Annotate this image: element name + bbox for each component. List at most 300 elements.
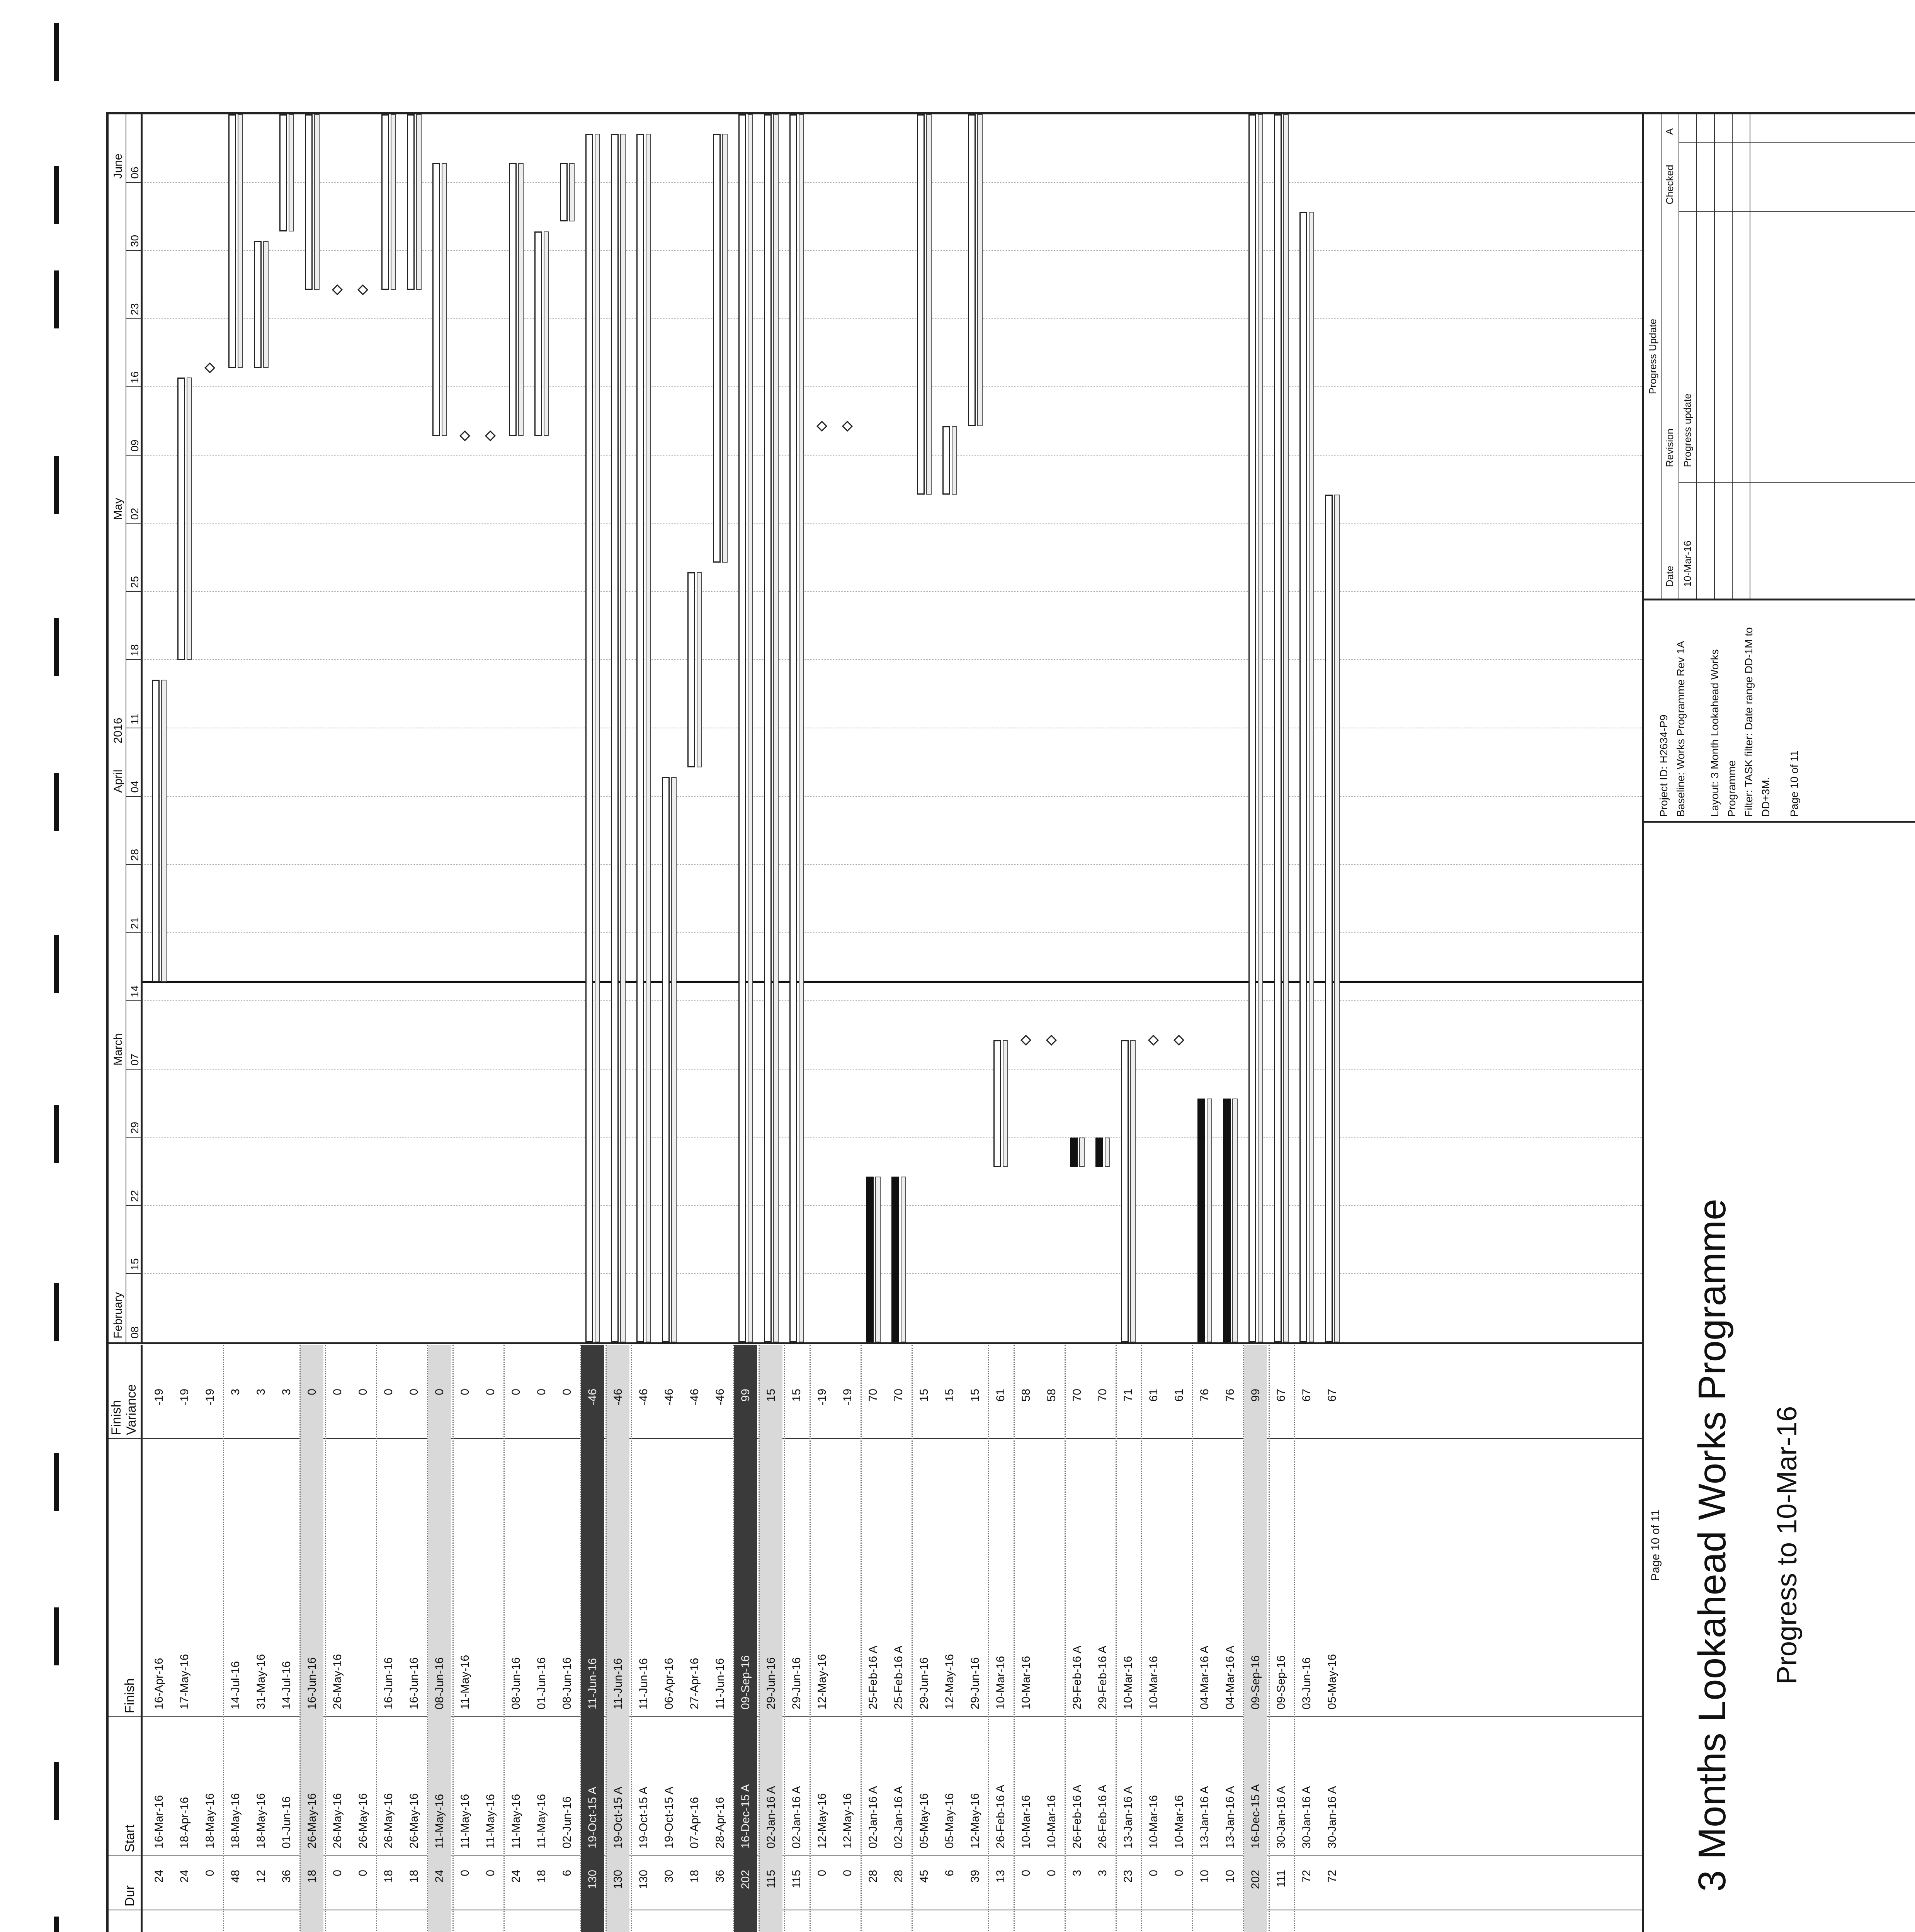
activity-duration: 72: [1300, 1870, 1313, 1883]
activity-bar: [305, 114, 313, 290]
grid-line: [143, 1137, 1642, 1138]
row-separator: [861, 1345, 862, 1932]
activity-start: 10-Mar-16: [1045, 1795, 1058, 1849]
activity-variance: 3: [229, 1389, 242, 1395]
row-separator: [325, 1345, 327, 1932]
activity-duration: 18: [382, 1870, 395, 1883]
table-row: [581, 1345, 604, 1932]
table-row: [938, 1345, 961, 1932]
grid-line: [143, 386, 1642, 387]
activity-finish: 06-Apr-16: [663, 1658, 675, 1709]
activity-variance: 67: [1326, 1389, 1338, 1402]
activity-duration: 13: [994, 1870, 1007, 1883]
milestone-marker: [1173, 1035, 1184, 1046]
activity-start: 11-May-16: [484, 1794, 497, 1849]
activity-duration: 23: [1122, 1870, 1134, 1883]
activity-duration: 0: [1020, 1870, 1032, 1876]
row-separator: [1014, 1345, 1015, 1932]
activity-variance: -46: [714, 1389, 726, 1406]
activity-duration: 115: [790, 1870, 803, 1888]
activity-finish: 27-Apr-16: [688, 1658, 701, 1709]
table-row: [1320, 1345, 1344, 1932]
activity-variance: 3: [255, 1389, 267, 1395]
activity-bar: [381, 114, 389, 290]
activity-finish: 12-May-16: [816, 1654, 828, 1709]
activity-bar: [152, 680, 160, 982]
grid-line: [143, 659, 1642, 660]
baseline-bar: [875, 1177, 881, 1342]
activity-finish: 25-Feb-16 A: [867, 1645, 879, 1709]
week-divider: [126, 659, 143, 660]
milestone-marker: [1148, 1035, 1159, 1046]
week-label: 29: [129, 1122, 141, 1134]
table-row: [1014, 1345, 1037, 1932]
activity-finish: 31-May-16: [255, 1654, 267, 1709]
table-row: [351, 1345, 374, 1932]
activity-bar: [662, 777, 670, 1342]
activity-duration: 48: [229, 1870, 242, 1883]
activity-duration: 0: [484, 1870, 497, 1876]
activity-duration: 3: [1096, 1870, 1109, 1876]
grid-line: [143, 182, 1642, 183]
activity-start: 11-May-16: [510, 1794, 522, 1849]
baseline-bar: [722, 134, 728, 563]
activity-variance: -46: [637, 1389, 650, 1406]
week-divider: [126, 864, 143, 865]
activity-variance: -19: [204, 1389, 216, 1406]
baseline-bar: [391, 114, 396, 290]
grid-line: [143, 796, 1642, 797]
baseline-bar: [671, 777, 677, 1342]
table-row: [606, 1345, 629, 1932]
activity-finish: 29-Jun-16: [918, 1657, 930, 1709]
activity-finish: 10-Mar-16: [1147, 1656, 1160, 1709]
activity-duration: 0: [841, 1870, 854, 1876]
activity-variance: 70: [1096, 1389, 1109, 1402]
activity-start: 02-Jan-16 A: [867, 1786, 879, 1849]
activity-duration: 130: [586, 1870, 599, 1889]
table-row: [963, 1345, 986, 1932]
activity-finish: 03-Jun-16: [1300, 1657, 1313, 1709]
activity-variance: -46: [688, 1389, 701, 1406]
activity-duration: 130: [612, 1870, 624, 1889]
scan-edge-mark: [54, 1105, 59, 1163]
activity-bar: [432, 163, 440, 436]
activity-finish: 08-Jun-16: [433, 1657, 446, 1709]
activity-finish: 16-Jun-16: [408, 1657, 420, 1709]
activity-finish: 08-Jun-16: [510, 1657, 522, 1709]
table-row: [530, 1345, 553, 1932]
table-row: [555, 1345, 578, 1932]
activity-start: 26-May-16: [306, 1793, 318, 1849]
milestone-marker: [1046, 1035, 1057, 1046]
activity-start: 13-Jan-16 A: [1224, 1786, 1236, 1849]
activity-bar: [585, 134, 593, 1342]
activity-duration: 39: [969, 1870, 981, 1883]
week-label: 28: [129, 849, 141, 861]
activity-finish: 29-Jun-16: [765, 1657, 777, 1709]
activity-variance: 70: [892, 1389, 905, 1402]
activity-variance: 58: [1020, 1389, 1032, 1402]
activity-finish: 11-Jun-16: [586, 1658, 599, 1709]
baseline-bar: [161, 680, 167, 982]
milestone-marker: [332, 284, 343, 295]
baseline-bar: [1105, 1138, 1110, 1167]
week-label: 23: [129, 303, 141, 315]
baseline-bar: [314, 114, 320, 290]
title-block: [1644, 821, 1915, 1932]
scan-edge-mark: [54, 1607, 59, 1665]
activity-finish: 25-Feb-16 A: [892, 1645, 905, 1709]
baseline-bar: [1309, 212, 1314, 1342]
baseline-bar: [620, 134, 626, 1342]
activity-start: 18-May-16: [255, 1793, 267, 1849]
activity-finish: 14-Jul-16: [229, 1661, 242, 1709]
activity-finish: 11-May-16: [459, 1655, 471, 1709]
activity-duration: 10: [1198, 1870, 1211, 1883]
activity-finish: 29-Feb-16 A: [1071, 1645, 1083, 1709]
week-label: 06: [129, 167, 141, 179]
activity-duration: 24: [510, 1870, 522, 1883]
row-separator: [1065, 1345, 1066, 1932]
table-row: [1244, 1345, 1267, 1932]
row-separator: [912, 1345, 913, 1932]
activity-variance: -19: [841, 1389, 854, 1406]
activity-bar: [1095, 1138, 1103, 1167]
revision-col-date: Date: [1664, 566, 1675, 587]
week-label: 16: [129, 371, 141, 384]
activity-start: 30-Jan-16 A: [1326, 1786, 1338, 1849]
baseline-info: Baseline: Works Programme Rev 1A: [1675, 641, 1687, 817]
activity-start: 26-May-16: [408, 1793, 420, 1849]
baseline-bar: [1283, 114, 1289, 1342]
activity-duration: 6: [943, 1870, 956, 1876]
table-row: [326, 1345, 349, 1932]
table-row: [1142, 1345, 1165, 1932]
activity-start: 12-May-16: [841, 1793, 854, 1849]
activity-bar: [713, 134, 721, 563]
activity-start: 26-May-16: [331, 1793, 344, 1849]
week-divider: [126, 1137, 143, 1138]
week-label: 11: [129, 713, 141, 724]
activity-start: 19-Oct-15 A: [586, 1786, 599, 1849]
row-separator: [223, 1345, 225, 1932]
week-divider: [126, 796, 143, 797]
activity-duration: 36: [714, 1870, 726, 1883]
week-label: 21: [129, 917, 141, 929]
activity-variance: -19: [178, 1389, 191, 1406]
activity-bar: [789, 114, 797, 1342]
activity-duration: 0: [459, 1870, 471, 1876]
activity-duration: 24: [178, 1870, 191, 1883]
activity-duration: 0: [1173, 1870, 1185, 1876]
activity-finish: 11-Jun-16: [637, 1658, 650, 1709]
page-info: Page 10 of 11: [1788, 750, 1800, 817]
activity-variance: 76: [1198, 1389, 1211, 1402]
activity-bar: [534, 231, 542, 436]
activity-duration: 0: [1045, 1870, 1058, 1876]
milestone-marker: [204, 362, 215, 373]
activity-bar: [1299, 212, 1307, 1342]
row-separator: [733, 1345, 735, 1932]
col-header-finish: Finish: [109, 1439, 143, 1717]
activity-bar: [611, 134, 619, 1342]
week-label: 15: [129, 1258, 141, 1270]
scan-edge-mark: [54, 935, 59, 993]
timeline-months: [109, 114, 126, 1342]
table-row: [1116, 1345, 1139, 1932]
milestone-marker: [816, 421, 827, 432]
activity-start: 11-May-16: [535, 1794, 548, 1849]
table-row: [734, 1345, 757, 1932]
baseline-bar: [901, 1177, 906, 1342]
activity-duration: 24: [153, 1870, 165, 1883]
baseline-bar: [1130, 1040, 1136, 1342]
scan-edge-mark: [54, 773, 59, 831]
baseline-bar: [646, 134, 651, 1342]
activity-duration: 18: [408, 1870, 420, 1883]
activity-finish: 01-Jun-16: [535, 1657, 548, 1709]
table-row: [1091, 1345, 1114, 1932]
week-divider: [126, 182, 143, 183]
activity-bar: [1248, 114, 1256, 1342]
baseline-bar: [977, 114, 983, 426]
activity-finish: 11-Jun-16: [714, 1658, 726, 1709]
baseline-bar: [697, 572, 702, 767]
activity-variance: 15: [918, 1389, 930, 1402]
activity-variance: 0: [561, 1389, 573, 1395]
activity-start: 02-Jun-16: [561, 1796, 573, 1849]
baseline-bar: [569, 163, 575, 221]
activity-duration: 36: [280, 1870, 293, 1883]
week-divider: [126, 386, 143, 387]
table-row: [224, 1345, 247, 1932]
table-row: [453, 1345, 476, 1932]
activity-variance: 0: [306, 1389, 318, 1395]
activity-finish: 10-Mar-16: [1122, 1656, 1134, 1709]
activity-table: [109, 1342, 1642, 1932]
week-label: 25: [129, 576, 141, 588]
activity-bar: [1325, 495, 1333, 1342]
activity-start: 18-Apr-16: [178, 1797, 191, 1849]
col-header-variance: Finish Variance: [109, 1345, 143, 1439]
week-divider: [126, 1000, 143, 1001]
activity-finish: 09-Sep-16: [1275, 1655, 1287, 1709]
activity-variance: 0: [510, 1389, 522, 1395]
activity-variance: 58: [1045, 1389, 1058, 1402]
activity-finish: 09-Sep-16: [739, 1655, 752, 1709]
activity-variance: 0: [331, 1389, 344, 1395]
row-separator: [759, 1345, 760, 1932]
activity-start: 26-Feb-16 A: [1096, 1784, 1109, 1849]
activity-bar: [177, 378, 185, 660]
scan-edge-mark: [54, 1283, 59, 1341]
milestone-marker: [485, 430, 496, 441]
activity-variance: -46: [663, 1389, 675, 1406]
scan-edge-mark: [54, 618, 59, 676]
table-row: [989, 1345, 1012, 1932]
activity-duration: 6: [561, 1870, 573, 1876]
activity-duration: 0: [1147, 1870, 1160, 1876]
revision-header: Progress Update: [1647, 318, 1658, 395]
scan-edge-mark: [54, 456, 59, 514]
row-separator: [810, 1345, 811, 1932]
activity-bar: [636, 134, 644, 1342]
activity-duration: 18: [306, 1870, 318, 1883]
table-row: [504, 1345, 527, 1932]
month-label: June: [112, 153, 124, 179]
week-label: 02: [129, 508, 141, 520]
activity-finish: 26-May-16: [331, 1654, 344, 1709]
activity-start: 13-Jan-16 A: [1122, 1786, 1134, 1849]
activity-start: 19-Oct-15 A: [612, 1786, 624, 1849]
activity-start: 26-May-16: [382, 1793, 395, 1849]
activity-variance: 0: [382, 1389, 395, 1395]
week-divider: [126, 455, 143, 456]
activity-start: 10-Mar-16: [1020, 1795, 1032, 1849]
scan-edge-mark: [54, 1917, 59, 1932]
baseline-bar: [187, 378, 192, 660]
grid-line: [143, 523, 1642, 524]
data-date-line: [143, 981, 1642, 983]
week-divider: [126, 1273, 143, 1274]
footer-area: [1642, 114, 1915, 1932]
table-row: [173, 1345, 196, 1932]
col-header-dur: Dur: [109, 1856, 143, 1910]
activity-duration: 12: [255, 1870, 267, 1883]
week-label: 18: [129, 644, 141, 656]
activity-duration: 111: [1275, 1870, 1287, 1888]
activity-variance: 15: [765, 1389, 777, 1402]
activity-variance: 0: [433, 1389, 446, 1395]
row-separator: [1116, 1345, 1117, 1932]
table-row: [708, 1345, 731, 1932]
revision-col-approved: A: [1664, 128, 1675, 135]
activity-start: 28-Apr-16: [714, 1797, 726, 1849]
activity-start: 16-Dec-15 A: [739, 1784, 752, 1849]
activity-variance: -46: [612, 1389, 624, 1406]
timeline-year: 2016: [112, 718, 124, 743]
activity-variance: 15: [969, 1389, 981, 1402]
activity-variance: 76: [1224, 1389, 1236, 1402]
baseline-bar: [1079, 1138, 1085, 1167]
activity-start: 30-Jan-16 A: [1275, 1786, 1287, 1849]
activity-start: 02-Jan-16 A: [790, 1786, 803, 1849]
activity-variance: -19: [153, 1389, 165, 1406]
table-row: [428, 1345, 451, 1932]
activity-duration: 0: [816, 1870, 828, 1876]
table-row: [147, 1345, 170, 1932]
week-divider: [126, 250, 143, 251]
table-row: [1065, 1345, 1088, 1932]
baseline-bar: [952, 426, 957, 495]
baseline-bar: [442, 163, 447, 436]
baseline-bar: [1207, 1099, 1212, 1342]
milestone-marker: [459, 430, 470, 441]
activity-bar: [228, 114, 236, 368]
row-separator: [580, 1345, 582, 1932]
week-label: 30: [129, 235, 141, 247]
page-title: 3 Months Lookahead Works Programme: [1691, 1199, 1734, 1892]
activity-bar: [1197, 1099, 1205, 1342]
row-separator: [1269, 1345, 1270, 1932]
activity-start: 11-May-16: [433, 1794, 446, 1849]
activity-bar: [1121, 1040, 1129, 1342]
table-row: [657, 1345, 680, 1932]
table-row: [1269, 1345, 1293, 1932]
grid-line: [143, 250, 1642, 251]
activity-duration: 130: [637, 1870, 650, 1889]
activity-variance: -19: [816, 1389, 828, 1406]
timeline-weeks: [126, 114, 143, 1342]
activity-finish: 11-Jun-16: [612, 1658, 624, 1709]
week-divider: [126, 318, 143, 319]
page-subtitle: Progress to 10-Mar-16: [1772, 1406, 1803, 1685]
row-separator: [503, 1345, 505, 1932]
activity-finish: 05-May-16: [1326, 1654, 1338, 1709]
activity-bar: [1223, 1099, 1231, 1342]
activity-duration: 28: [892, 1870, 905, 1883]
activity-bar: [560, 163, 568, 221]
activity-finish: 12-May-16: [943, 1654, 956, 1709]
milestone-marker: [1020, 1035, 1031, 1046]
table-row: [1218, 1345, 1242, 1932]
activity-finish: 14-Jul-16: [280, 1661, 293, 1709]
activity-variance: 70: [1071, 1389, 1083, 1402]
activity-bar: [917, 114, 925, 495]
activity-start: 12-May-16: [969, 1793, 981, 1849]
row-separator: [1243, 1345, 1245, 1932]
activity-finish: 29-Jun-16: [969, 1657, 981, 1709]
table-row: [1040, 1345, 1063, 1932]
revision-col-checked: Checked: [1664, 165, 1675, 204]
activity-duration: 3: [1071, 1870, 1083, 1876]
baseline-bar: [1258, 114, 1263, 1342]
week-divider: [126, 523, 143, 524]
grid-line: [143, 864, 1642, 865]
baseline-bar: [289, 114, 294, 231]
activity-bar: [738, 114, 746, 1342]
activity-finish: 17-May-16: [178, 1654, 191, 1709]
activity-start: 18-May-16: [204, 1793, 216, 1849]
project-id: Project ID: H2634-P9: [1658, 714, 1670, 817]
table-row: [402, 1345, 425, 1932]
baseline-bar: [1334, 495, 1340, 1342]
week-label: 08: [129, 1326, 141, 1338]
grid-line: [143, 932, 1642, 933]
activity-bar: [254, 241, 262, 368]
scan-edge-mark: [54, 270, 59, 328]
activity-duration: 18: [535, 1870, 548, 1883]
table-row: [759, 1345, 782, 1932]
revision-table: [1644, 114, 1915, 600]
activity-variance: 0: [459, 1389, 471, 1395]
activity-start: 02-Jan-16 A: [892, 1786, 905, 1849]
table-row: [912, 1345, 935, 1932]
activity-variance: 61: [1147, 1389, 1160, 1402]
week-divider: [126, 932, 143, 933]
row-separator: [784, 1345, 786, 1932]
activity-finish: 04-Mar-16 A: [1224, 1645, 1236, 1709]
table-row: [785, 1345, 808, 1932]
baseline-bar: [416, 114, 422, 290]
table-row: [1193, 1345, 1216, 1932]
baseline-bar: [773, 114, 779, 1342]
activity-start: 19-Oct-15 A: [637, 1786, 650, 1849]
activity-start: 10-Mar-16: [1173, 1795, 1185, 1849]
activity-variance: 0: [408, 1389, 420, 1395]
baseline-bar: [263, 241, 269, 368]
